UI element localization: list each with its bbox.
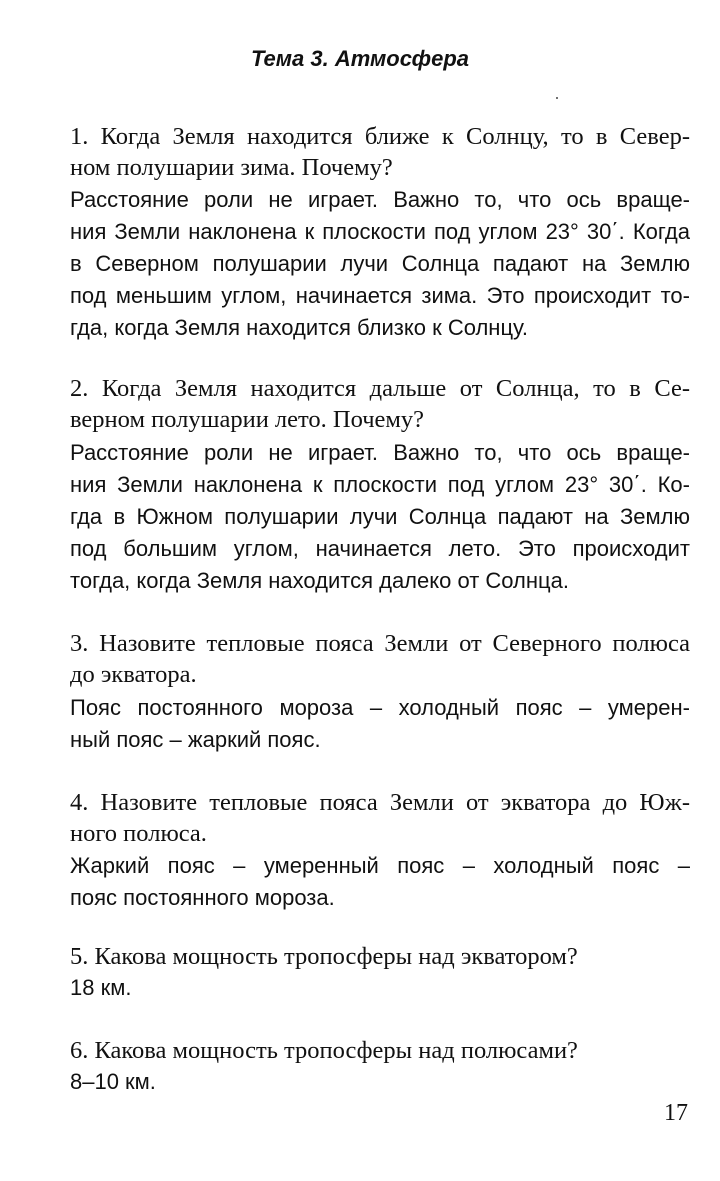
question-line: 4. Назовите тепловые пояса Земли от экватора до Юж- xyxy=(70,789,690,816)
answer-line: ния Земли наклонена к плоскости под углом 23° 30΄. Когда xyxy=(70,219,690,244)
answer-line: Расстояние роли не играет. Важно то, что ось враще- xyxy=(70,187,690,212)
question-line: 5. Какова мощность тропосферы над экватором? xyxy=(70,943,578,970)
question-5 xyxy=(70,941,690,972)
question-line: 3. Назовите тепловые пояса Земли от Северного полюса xyxy=(70,630,690,657)
answer-6 xyxy=(70,1066,690,1098)
answer-line: гда в Южном полушарии лучи Солнца падают на Землю xyxy=(70,504,690,529)
page-number: 17 xyxy=(664,1100,688,1126)
question-4 xyxy=(70,787,690,849)
answer-line: тогда, когда Земля находится далеко от Солнца. xyxy=(70,568,569,593)
answer-line: под большим углом, начинается лето. Это происходит xyxy=(70,536,690,561)
question-2 xyxy=(70,373,690,435)
question-line: до экватора. xyxy=(70,661,197,688)
answer-line: Пояс постоянного мороза – холодный пояс – умерен- xyxy=(70,695,690,720)
question-line: ного полюса. xyxy=(70,820,207,847)
answer-line: Расстояние роли не играет. Важно то, что ось враще- xyxy=(70,440,690,465)
answer-4 xyxy=(70,850,690,914)
answer-line: ный пояс – жаркий пояс. xyxy=(70,727,321,752)
question-line: 2. Когда Земля находится дальше от Солнца, то в Се- xyxy=(70,375,690,402)
answer-line: Жаркий пояс – умеренный пояс – холодный пояс – xyxy=(70,853,690,878)
question-line: ном полушарии зима. Почему? xyxy=(70,154,393,181)
question-6 xyxy=(70,1035,690,1066)
answer-line: под меньшим углом, начинается зима. Это происходит то- xyxy=(70,283,690,308)
answer-line: 18 км. xyxy=(70,975,132,1000)
answer-line: в Северном полушарии лучи Солнца падают на Землю xyxy=(70,251,690,276)
answer-line: ния Земли наклонена к плоскости под углом 23° 30΄. Ко- xyxy=(70,472,690,497)
answer-1 xyxy=(70,184,690,344)
question-1 xyxy=(70,121,690,183)
answer-3 xyxy=(70,692,690,756)
question-3 xyxy=(70,628,690,690)
print-speck xyxy=(556,97,558,99)
question-line: 6. Какова мощность тропосферы над полюсами? xyxy=(70,1037,578,1064)
section-title: Тема 3. Атмосфера xyxy=(250,46,470,71)
answer-2 xyxy=(70,437,690,597)
question-line: 1. Когда Земля находится ближе к Солнцу, то в Север- xyxy=(70,123,690,150)
answer-line: 8–10 км. xyxy=(70,1069,156,1094)
answer-line: пояс постоянного мороза. xyxy=(70,885,335,910)
question-line: верном полушарии лето. Почему? xyxy=(70,406,425,433)
answer-line: гда, когда Земля находится близко к Солнцу. xyxy=(70,315,528,340)
answer-5 xyxy=(70,972,690,1004)
